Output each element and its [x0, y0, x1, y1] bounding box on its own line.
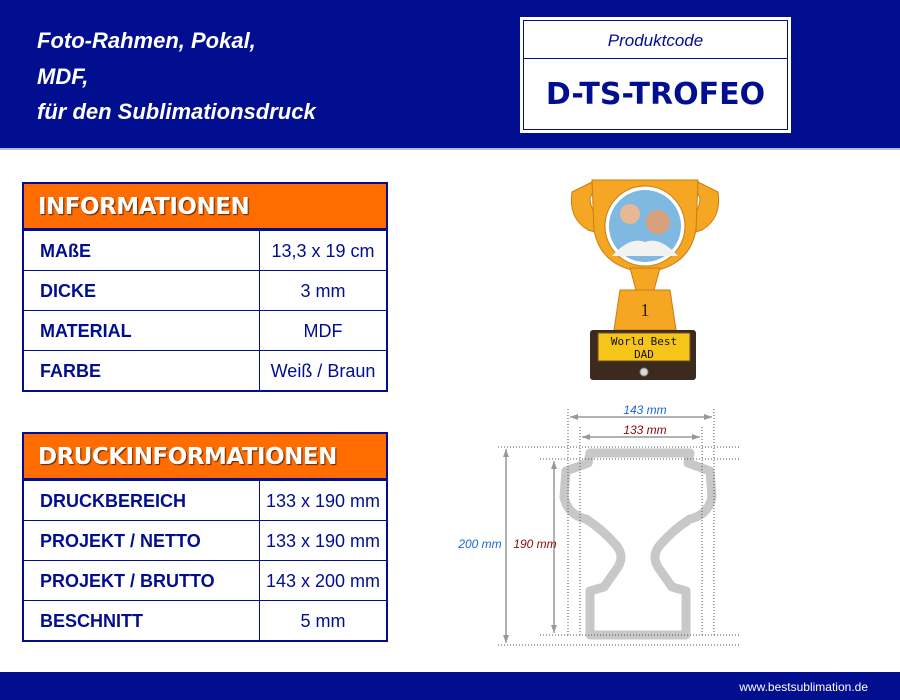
table-row [24, 270, 386, 310]
row-value: MDF [303, 321, 343, 341]
row-value: 133 x 190 mm [265, 531, 381, 551]
row-key: BESCHNITT [24, 601, 260, 640]
table-row [24, 480, 386, 520]
print-info-table-title: DRUCKINFORMATIONEN [24, 434, 386, 480]
trophy-stem [630, 268, 660, 290]
row-key: DICKE [24, 271, 260, 310]
table-row [24, 350, 386, 390]
product-code-value: D-TS-TROFEO [545, 77, 766, 112]
photo-child-face [620, 204, 640, 224]
name-plate-line-1: World Best [610, 335, 678, 348]
product-title-line-3: für den Sublimationsdruck [37, 99, 316, 124]
row-key: MATERIAL [24, 311, 260, 350]
width-outer-label: 143 mm [623, 403, 667, 417]
row-value: 13,3 x 19 cm [271, 241, 375, 261]
table-row [24, 520, 386, 560]
height-outer-label: 200 mm [458, 537, 502, 551]
height-inner-label: 190 mm [513, 537, 557, 551]
row-key: MAßE [24, 231, 260, 270]
base-screw-icon [640, 368, 648, 376]
row-value: 3 mm [300, 281, 346, 301]
name-plate-line-2: DAD [634, 348, 654, 361]
table-row [24, 230, 386, 270]
product-code-label: Produktcode [524, 21, 787, 59]
print-info-table [22, 432, 388, 642]
row-value: 133 x 190 mm [265, 491, 381, 511]
row-value: 143 x 200 mm [265, 571, 381, 591]
product-code-box [518, 15, 793, 135]
info-table-title: INFORMATIONEN [24, 184, 386, 230]
row-key: PROJEKT / BRUTTO [24, 561, 260, 600]
trophy-outline-shape [564, 453, 712, 635]
width-inner-label: 133 mm [623, 423, 667, 437]
table-row [24, 600, 386, 640]
row-key: PROJEKT / NETTO [24, 521, 260, 560]
rank-number: 1 [640, 300, 650, 320]
footer-url: www.bestsublimation.de [739, 680, 868, 694]
row-key: FARBE [24, 351, 260, 390]
product-title-line-2: MDF, [37, 64, 89, 89]
trophy-product-image [560, 170, 730, 385]
photo-man-face [646, 210, 670, 234]
dimension-diagram [440, 395, 770, 660]
table-row [24, 560, 386, 600]
header-divider [0, 148, 900, 150]
row-value: Weiß / Braun [270, 361, 376, 381]
row-value: 5 mm [300, 611, 346, 631]
row-key: DRUCKBEREICH [24, 481, 260, 520]
table-row [24, 310, 386, 350]
info-table [22, 182, 388, 392]
dimension-guides [498, 409, 740, 645]
footer-bar [0, 672, 900, 700]
product-title-line-1: Foto-Rahmen, Pokal, [37, 28, 256, 53]
